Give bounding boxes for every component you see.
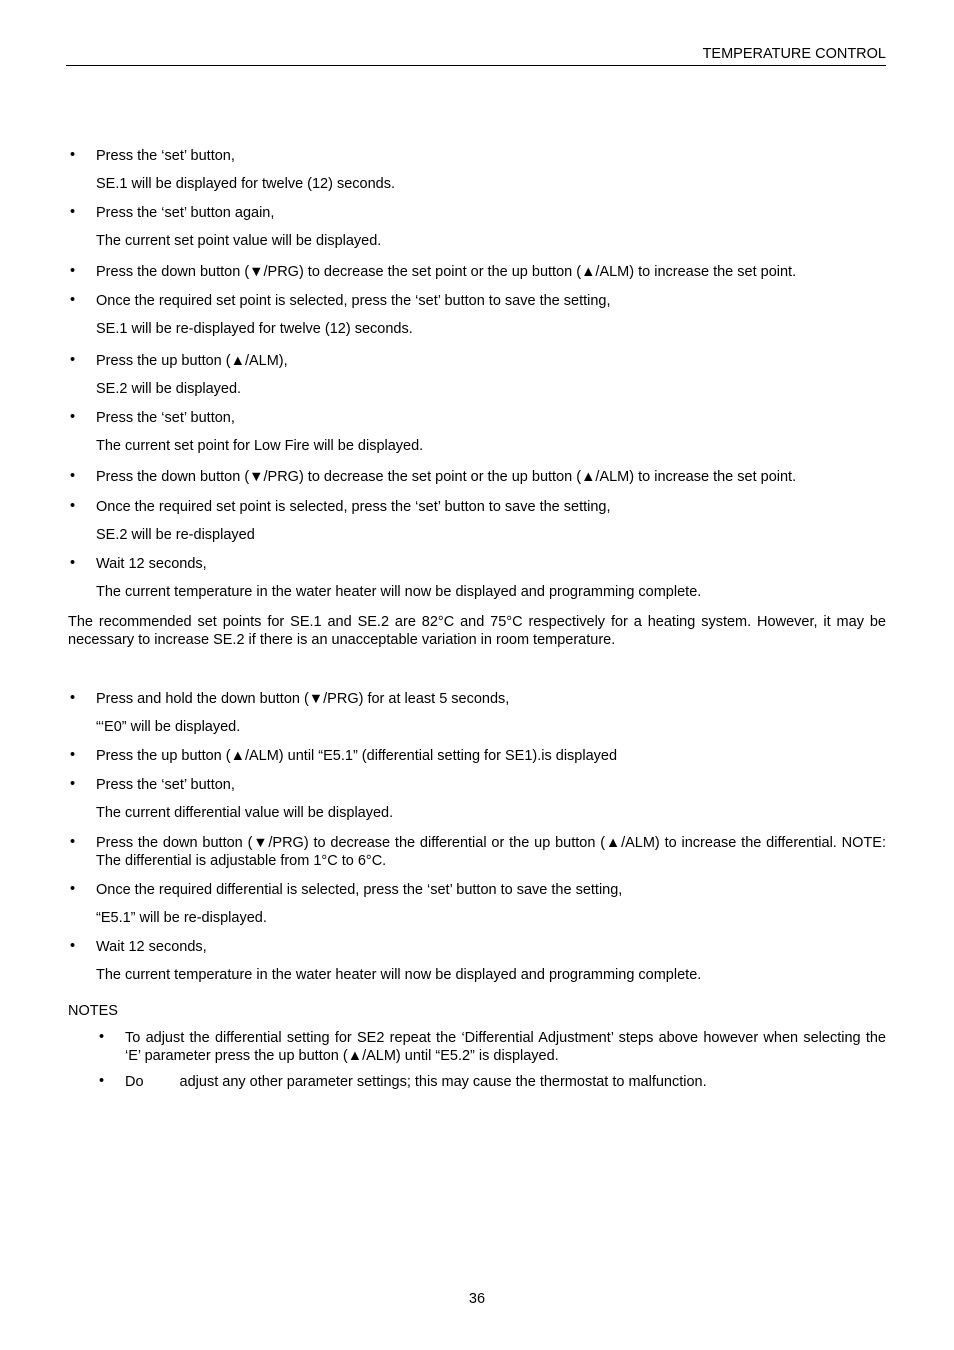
bullet-icon: • [70,776,76,792]
step-result: SE.1 will be re-displayed for twelve (12) seconds. [96,321,413,337]
list-item [68,690,886,736]
notes-list [68,1029,886,1091]
step-result: SE.1 will be displayed for twelve (12) seconds. [96,176,396,192]
list-item [68,555,886,601]
list-item [68,147,886,193]
list-item [68,776,886,822]
list-item [68,468,886,486]
step-text: Press and hold the down button (▼/PRG) for at least 5 seconds, [96,691,510,707]
step-text: Press the ‘set’ button, [96,410,235,426]
note-text [125,1073,886,1091]
list-item [68,1073,886,1091]
bullet-icon: • [70,938,76,954]
step-text: Press the ‘set’ button, [96,148,235,164]
list-item [68,881,886,927]
step-result: The current set point for Low Fire will be displayed. [96,438,424,454]
step-text: Press the down button (▼/PRG) to decrease the set point or the up button (▲/ALM) to increase the set point. [96,264,797,280]
list-item [68,292,886,338]
header-section-title: TEMPERATURE CONTROL [702,46,886,62]
step-result: The current set point value will be displayed. [96,233,382,249]
bullet-icon: • [99,1029,105,1045]
list-item [68,498,886,544]
bullet-icon: • [70,747,76,763]
step-text: Once the required set point is selected, press the ‘set’ button to save the setting, [96,499,611,515]
list-item [68,747,886,765]
step-result: SE.2 will be re-displayed [96,527,255,543]
bullet-icon: • [99,1073,105,1089]
list-item [68,204,886,250]
bullet-icon: • [70,555,76,571]
list-item [68,409,886,455]
step-text: Press the up button (▲/ALM) until “E5.1” (differential setting for SE1).is displayed [96,748,618,764]
step-text: Wait 12 seconds, [96,939,207,955]
step-result: “‘E0” will be displayed. [96,719,241,735]
page-content [68,147,886,1091]
page-header [66,45,886,66]
list-item [68,938,886,984]
step-text: Press the ‘set’ button, [96,777,235,793]
step-result: The current temperature in the water heater will now be displayed and programming complete. [96,967,702,983]
bullet-icon: • [70,690,76,706]
bullet-icon: • [70,352,76,368]
step-text: Press the down button (▼/PRG) to decrease the differential or the up button (▲/ALM) to increase the differential. NOTE: The differential is adjustable from 1°C to 6°C. [96,835,886,869]
note-text-before: Do [125,1074,144,1090]
step-result: “E5.1” will be re-displayed. [96,910,267,926]
notes-heading: NOTES [68,1003,118,1019]
step-result: The current temperature in the water heater will now be displayed and programming complete. [96,584,702,600]
step-text: Press the up button (▲/ALM), [96,353,288,369]
step-text: Once the required differential is selected, press the ‘set’ button to save the setting, [96,882,623,898]
step-text: Once the required set point is selected, press the ‘set’ button to save the setting, [96,293,611,309]
bullet-icon: • [70,498,76,514]
step-result: The current differential value will be displayed. [96,805,394,821]
list-item [68,352,886,398]
step-result: SE.2 will be displayed. [96,381,242,397]
step-text: Press the ‘set’ button again, [96,205,275,221]
list-item [68,263,886,281]
list-item [68,1029,886,1065]
bullet-icon: • [70,468,76,484]
bullet-icon: • [70,204,76,220]
bullet-icon: • [70,263,76,279]
note-text-after: adjust any other parameter settings; this may cause the thermostat to malfunction. [179,1074,707,1090]
bullet-icon: • [70,292,76,308]
list-item [68,834,886,870]
bullet-icon: • [70,881,76,897]
page-number: 36 [468,1291,486,1307]
recommendation-paragraph: The recommended set points for SE.1 and SE.2 are 82°C and 75°C respectively for a heating system. However, it may be necessary to increase SE.2 if there is an unacceptable variation in room temperature. [68,614,886,648]
bullet-icon: • [70,409,76,425]
bullet-icon: • [70,834,76,850]
step-text: Press the down button (▼/PRG) to decrease the set point or the up button (▲/ALM) to increase the set point. [96,469,797,485]
note-text: To adjust the differential setting for SE2 repeat the ‘Differential Adjustment’ steps above however when selecting the ‘E’ parameter press the up button (▲/ALM) until “E5.2” is displayed. [125,1030,886,1064]
step-text: Wait 12 seconds, [96,556,207,572]
bullet-icon: • [70,147,76,163]
